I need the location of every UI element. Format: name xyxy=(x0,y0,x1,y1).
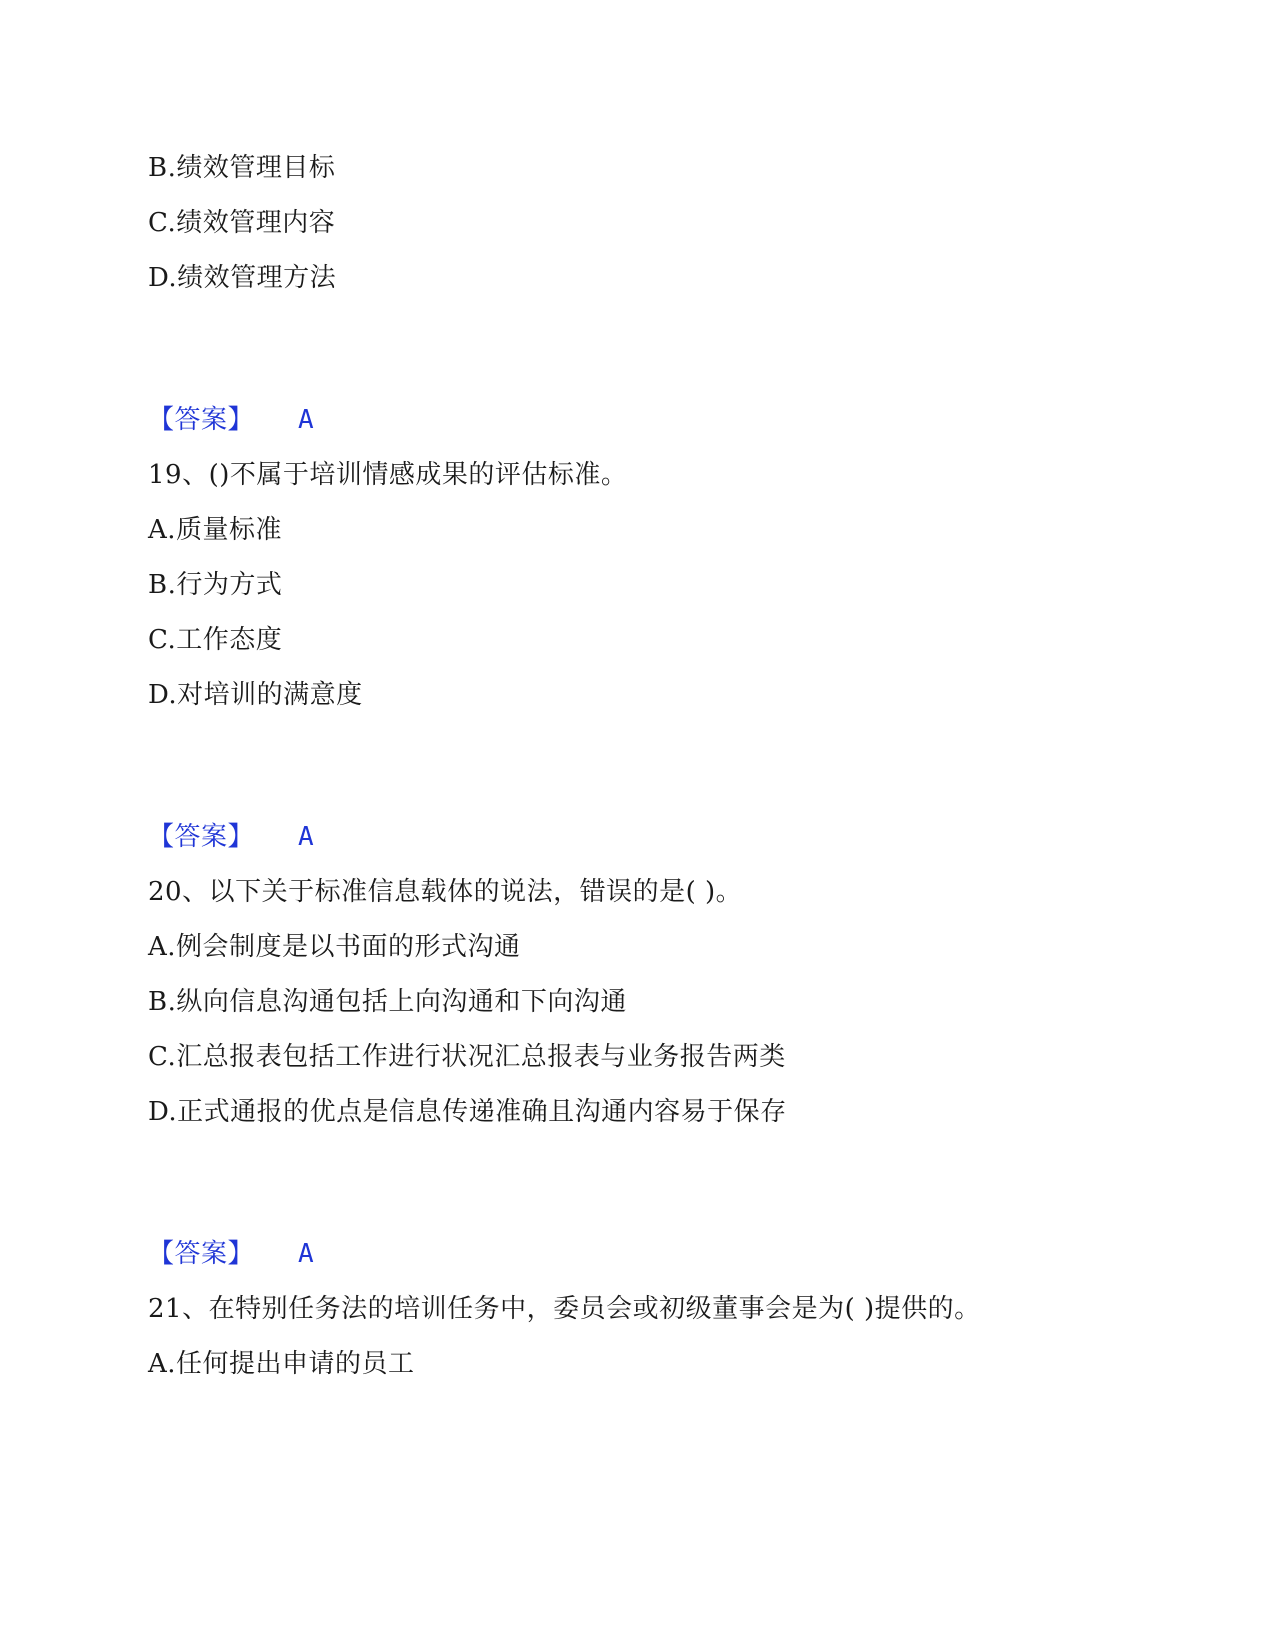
q19-answer-value: A xyxy=(298,822,315,852)
q18-option-b: B.绩效管理目标 xyxy=(148,153,336,183)
q20-answer-label: 【答案】 xyxy=(148,1239,255,1269)
q19-option-d: D.对培训的满意度 xyxy=(148,680,363,710)
q20-option-b: B.纵向信息沟通包括上向沟通和下向沟通 xyxy=(148,987,627,1017)
q20-answer xyxy=(148,1237,314,1271)
q19-option-c: C.工作态度 xyxy=(148,625,283,655)
q19-question: 19、()不属于培训情感成果的评估标准。 xyxy=(148,460,628,490)
q18-option-c: C.绩效管理内容 xyxy=(148,208,336,238)
q18-answer-label: 【答案】 xyxy=(148,405,255,435)
q21-question: 21、在特别任务法的培训任务中，委员会或初级董事会是为( )提供的。 xyxy=(148,1294,981,1324)
q19-answer xyxy=(148,820,314,854)
q18-answer-value: A xyxy=(298,405,315,435)
q18-option-d: D.绩效管理方法 xyxy=(148,263,337,293)
q19-option-a: A.质量标准 xyxy=(148,515,283,545)
q21-option-a: A.任何提出申请的员工 xyxy=(148,1349,415,1379)
q19-answer-label: 【答案】 xyxy=(148,822,255,852)
q20-question: 20、以下关于标准信息载体的说法，错误的是( )。 xyxy=(148,877,743,907)
q20-option-c: C.汇总报表包括工作进行状况汇总报表与业务报告两类 xyxy=(148,1042,786,1072)
q18-answer xyxy=(148,403,314,437)
q19-option-b: B.行为方式 xyxy=(148,570,283,600)
q20-answer-value: A xyxy=(298,1239,315,1269)
q20-option-d: D.正式通报的优点是信息传递准确且沟通内容易于保存 xyxy=(148,1097,787,1127)
q20-option-a: A.例会制度是以书面的形式沟通 xyxy=(148,932,521,962)
